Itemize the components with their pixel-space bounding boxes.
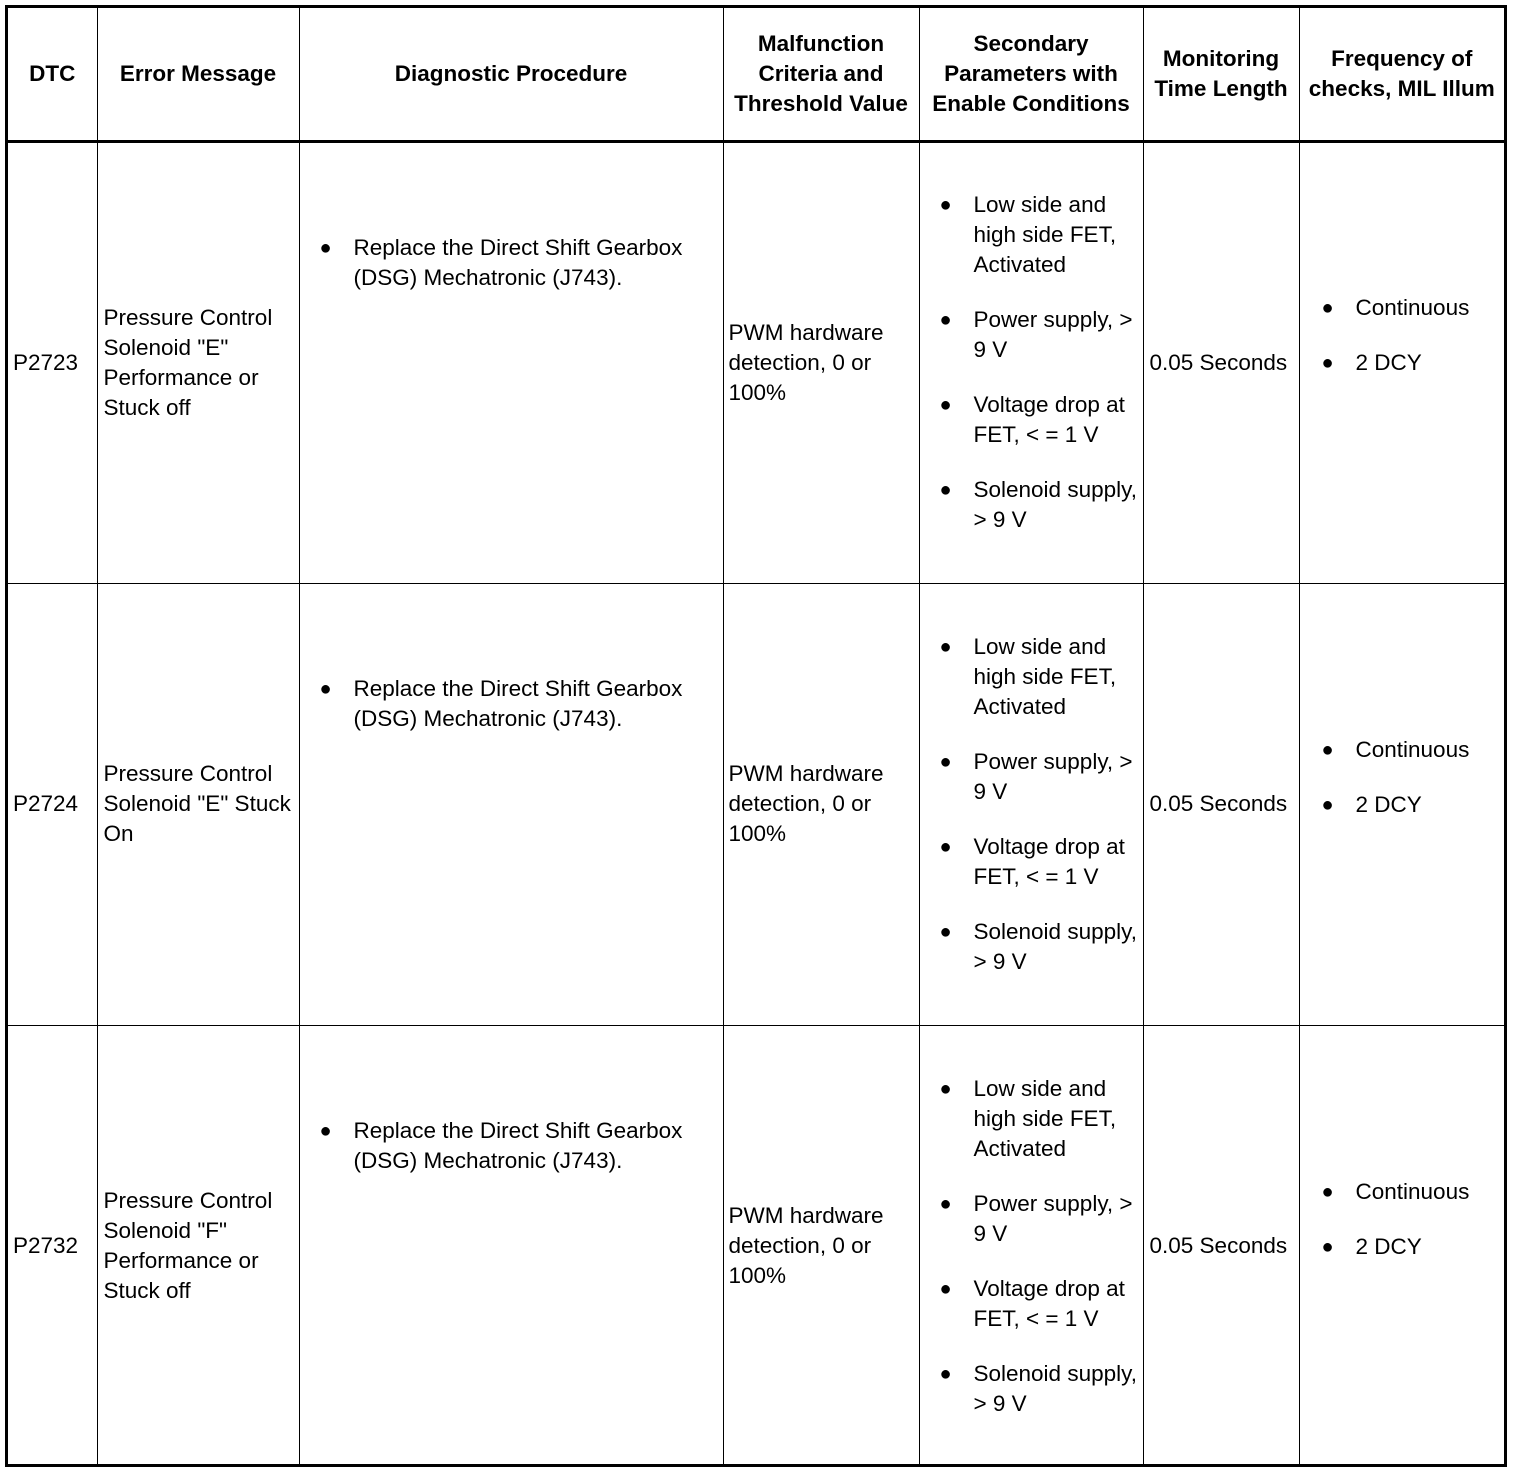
list-item-text: Low side and high side FET, Activated — [973, 192, 1117, 277]
bullet-icon: ● — [939, 394, 952, 416]
list-item-text: Replace the Direct Shift Gearbox (DSG) Mechatronic (J743). — [353, 1117, 683, 1173]
bullet-icon: ● — [1321, 793, 1334, 816]
frequency — [1299, 583, 1504, 1025]
list-item — [320, 674, 713, 734]
frequency-list — [1300, 1177, 1505, 1262]
bullet-icon: ● — [319, 236, 332, 259]
monitoring-time — [1143, 141, 1299, 583]
table-row — [8, 141, 1504, 583]
list-item-text: Solenoid supply, > 9 V — [973, 477, 1137, 532]
list-item — [940, 747, 1139, 807]
list-item-text: Voltage drop at FET, < = 1 V — [973, 392, 1125, 447]
header-error-message: Error Message — [97, 8, 299, 141]
table-row — [8, 583, 1504, 1025]
header-frequency: Frequency of checks, MIL Illum — [1299, 8, 1504, 141]
bullet-icon: ● — [939, 194, 952, 216]
list-item — [940, 632, 1139, 722]
bullet-icon: ● — [939, 750, 952, 773]
list-item-text: 2 DCY — [1355, 1233, 1422, 1259]
list-item — [940, 917, 1139, 977]
table-row — [8, 1025, 1504, 1467]
document-page — [5, 5, 1507, 1467]
list-item-text: Power supply, > 9 V — [973, 1190, 1133, 1246]
list-item — [1322, 348, 1505, 378]
list-item — [940, 1074, 1139, 1164]
secondary-parameters-list — [920, 632, 1143, 977]
bullet-icon: ● — [1321, 1180, 1334, 1203]
dtc-code-text: P2723 — [13, 349, 79, 375]
list-item — [320, 233, 713, 293]
list-item-text: Continuous — [1355, 295, 1470, 320]
header-diagnostic-procedure: Diagnostic Procedure — [299, 8, 723, 141]
list-item-text: Low side and high side FET, Activated — [973, 1075, 1117, 1161]
header-malfunction-criteria: Malfunction Criteria and Threshold Value — [723, 8, 919, 141]
bullet-icon: ● — [939, 479, 952, 501]
bullet-icon: ● — [319, 1119, 332, 1142]
list-item-text: Replace the Direct Shift Gearbox (DSG) Mechatronic (J743). — [353, 234, 683, 290]
bullet-icon: ● — [939, 920, 952, 943]
bullet-icon: ● — [939, 1192, 952, 1215]
frequency — [1299, 1025, 1504, 1467]
list-item — [940, 390, 1139, 450]
procedure-list — [320, 674, 713, 734]
frequency-list — [1300, 735, 1505, 820]
list-item — [940, 1189, 1139, 1249]
error-message-text: Pressure Control Solenoid "E" Stuck On — [103, 761, 291, 846]
header-row — [8, 8, 1504, 141]
error-message-text: Pressure Control Solenoid "E" Performance or Stuck off — [103, 304, 273, 420]
list-item-text: Power supply, > 9 V — [973, 748, 1133, 804]
header-secondary-parameters: Secondary Parameters with Enable Conditions — [919, 8, 1143, 141]
frequency — [1299, 141, 1504, 583]
list-item-text: Continuous — [1355, 736, 1470, 762]
list-item-text: Voltage drop at FET, < = 1 V — [973, 1275, 1125, 1331]
bullet-icon: ● — [939, 1077, 952, 1100]
bullet-icon: ● — [1321, 1235, 1334, 1258]
bullet-icon: ● — [939, 635, 952, 658]
list-item-text: Solenoid supply, > 9 V — [973, 918, 1137, 974]
procedure-list — [320, 233, 713, 293]
monitoring-time-text: 0.05 Seconds — [1149, 349, 1288, 375]
list-item-text: Voltage drop at FET, < = 1 V — [973, 833, 1125, 889]
malfunction-criteria-text: PWM hardware detection, 0 or 100% — [728, 319, 884, 405]
monitoring-time — [1143, 583, 1299, 1025]
secondary-parameters-list — [920, 190, 1143, 535]
dtc-code-text: P2732 — [13, 1233, 79, 1259]
list-item — [1322, 1177, 1505, 1207]
list-item — [940, 190, 1139, 280]
dtc-code — [8, 1025, 97, 1467]
error-message — [97, 1025, 299, 1467]
malfunction-criteria — [723, 1025, 919, 1467]
list-item-text: Power supply, > 9 V — [973, 307, 1133, 362]
list-item — [940, 1359, 1139, 1419]
bullet-icon: ● — [319, 677, 332, 700]
diagnostic-procedure — [299, 583, 723, 1025]
procedure-list — [320, 1116, 713, 1176]
list-item — [940, 832, 1139, 892]
bullet-icon: ● — [939, 1277, 952, 1300]
dtc-code — [8, 583, 97, 1025]
diagnostic-procedure — [299, 141, 723, 583]
list-item-text: 2 DCY — [1355, 791, 1422, 817]
frequency-list — [1300, 293, 1505, 378]
list-item — [1322, 735, 1505, 765]
list-item-text: Low side and high side FET, Activated — [973, 633, 1117, 719]
malfunction-criteria-text: PWM hardware detection, 0 or 100% — [728, 1203, 884, 1289]
monitoring-time — [1143, 1025, 1299, 1467]
error-message — [97, 141, 299, 583]
list-item-text: 2 DCY — [1355, 350, 1422, 375]
malfunction-criteria-text: PWM hardware detection, 0 or 100% — [728, 761, 884, 846]
bullet-icon: ● — [939, 309, 952, 331]
secondary-parameters-list — [920, 1074, 1143, 1419]
bullet-icon: ● — [1321, 352, 1334, 374]
header-dtc: DTC — [8, 8, 97, 141]
list-item-text: Replace the Direct Shift Gearbox (DSG) Mechatronic (J743). — [353, 675, 683, 731]
error-message-text: Pressure Control Solenoid "F" Performance or Stuck off — [103, 1188, 273, 1304]
list-item — [1322, 790, 1505, 820]
dtc-table — [8, 8, 1504, 1467]
malfunction-criteria — [723, 141, 919, 583]
list-item-text: Continuous — [1355, 1178, 1470, 1204]
monitoring-time-text: 0.05 Seconds — [1149, 1233, 1288, 1259]
bullet-icon: ● — [939, 835, 952, 858]
bullet-icon: ● — [1321, 738, 1334, 761]
dtc-code — [8, 141, 97, 583]
bullet-icon: ● — [1321, 297, 1334, 319]
list-item — [940, 1274, 1139, 1334]
error-message — [97, 583, 299, 1025]
monitoring-time-text: 0.05 Seconds — [1149, 791, 1288, 816]
list-item — [1322, 1232, 1505, 1262]
bullet-icon: ● — [939, 1362, 952, 1385]
secondary-parameters — [919, 583, 1143, 1025]
list-item — [320, 1116, 713, 1176]
list-item-text: Solenoid supply, > 9 V — [973, 1360, 1137, 1416]
dtc-code-text: P2724 — [13, 791, 79, 816]
list-item — [940, 475, 1139, 535]
list-item — [1322, 293, 1505, 323]
secondary-parameters — [919, 141, 1143, 583]
malfunction-criteria — [723, 583, 919, 1025]
secondary-parameters — [919, 1025, 1143, 1467]
list-item — [940, 305, 1139, 365]
diagnostic-procedure — [299, 1025, 723, 1467]
header-monitoring-time: Monitoring Time Length — [1143, 8, 1299, 141]
